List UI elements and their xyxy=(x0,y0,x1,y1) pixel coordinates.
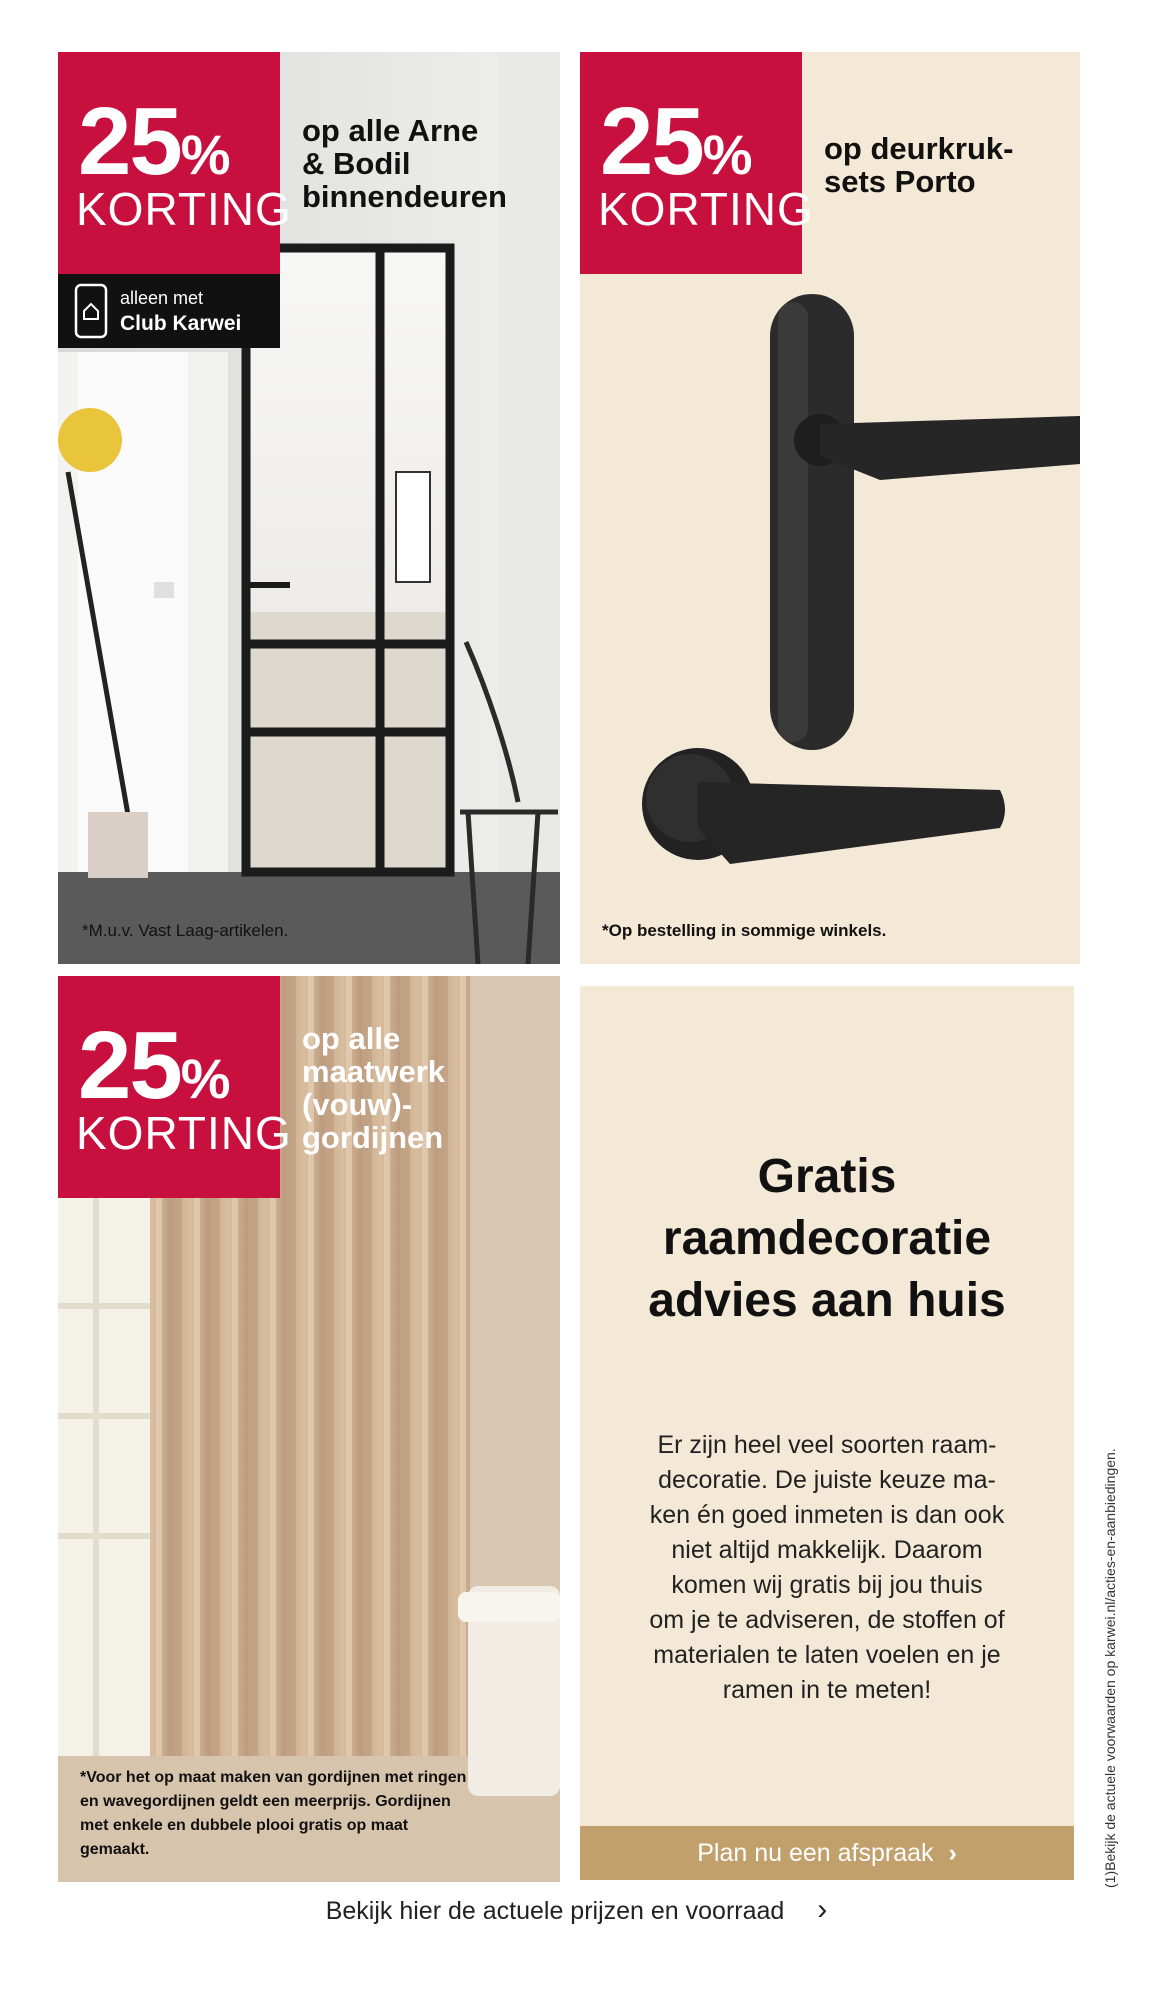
advice-body: Er zijn heel veel soorten raam- decoratie. De juiste keuze ma- ken én goed inmeten is dan ook niet altijd makkelijk. Daarom komen wij gratis bij jou thuis om je te adviseren, de stoffen of materialen te laten voelen en je ramen in te meten! xyxy=(649,1431,1005,1704)
headline: op alle maatwerk (vouw)- gordijnen xyxy=(302,1021,446,1155)
footnote: *M.u.v. Vast Laag-artikelen. xyxy=(82,921,289,940)
chevron-right-icon: › xyxy=(817,1893,828,1926)
discount-korting: KORTING xyxy=(76,183,292,235)
tile-handles[interactable] xyxy=(580,52,1080,964)
prices-stock-link[interactable] xyxy=(0,1888,1153,1932)
discount-korting: KORTING xyxy=(76,1107,292,1159)
discount-badge xyxy=(580,52,814,274)
discount-percent: 25% xyxy=(78,88,229,195)
tile-curtains[interactable] xyxy=(58,976,560,1882)
plan-appointment-button[interactable] xyxy=(580,1826,1074,1880)
plan-appointment-label: Plan nu een afspraak xyxy=(697,1839,934,1867)
side-terms-note[interactable]: (1)Bekijk de actuele voorwaarden op karwei.nl/acties-en-aanbiedingen. xyxy=(1102,1448,1118,1888)
discount-korting: KORTING xyxy=(598,183,814,235)
prices-stock-label: Bekijk hier de actuele prijzen en voorraad xyxy=(325,1897,785,1925)
tile-advice xyxy=(580,986,1074,1880)
headline: op alle Arne & Bodil binnendeuren xyxy=(302,113,507,214)
headline: op deurkruk- sets Porto xyxy=(824,131,1014,199)
chevron-right-icon: › xyxy=(948,1839,957,1867)
footnote: *Voor het op maat maken van gordijnen met ringen en wavegordijnen geldt een meerprijs. Gordijnen met enkele en dubbele plooi gratis op maat gemaakt. xyxy=(80,1769,467,1858)
phone-icon xyxy=(72,283,112,339)
discount-percent: 25% xyxy=(78,1012,229,1119)
discount-percent: 25% xyxy=(600,88,751,195)
advice-title: Gratis raamdecoratie advies aan huis xyxy=(648,1150,1006,1327)
club-karwei-badge xyxy=(58,274,280,348)
footnote: *Op bestelling in sommige winkels. xyxy=(602,921,887,940)
tile-doors[interactable] xyxy=(58,52,560,964)
discount-badge xyxy=(58,976,292,1198)
club-line2: Club Karwei xyxy=(120,312,242,335)
club-line1: alleen met xyxy=(120,288,204,308)
discount-badge xyxy=(58,52,292,274)
